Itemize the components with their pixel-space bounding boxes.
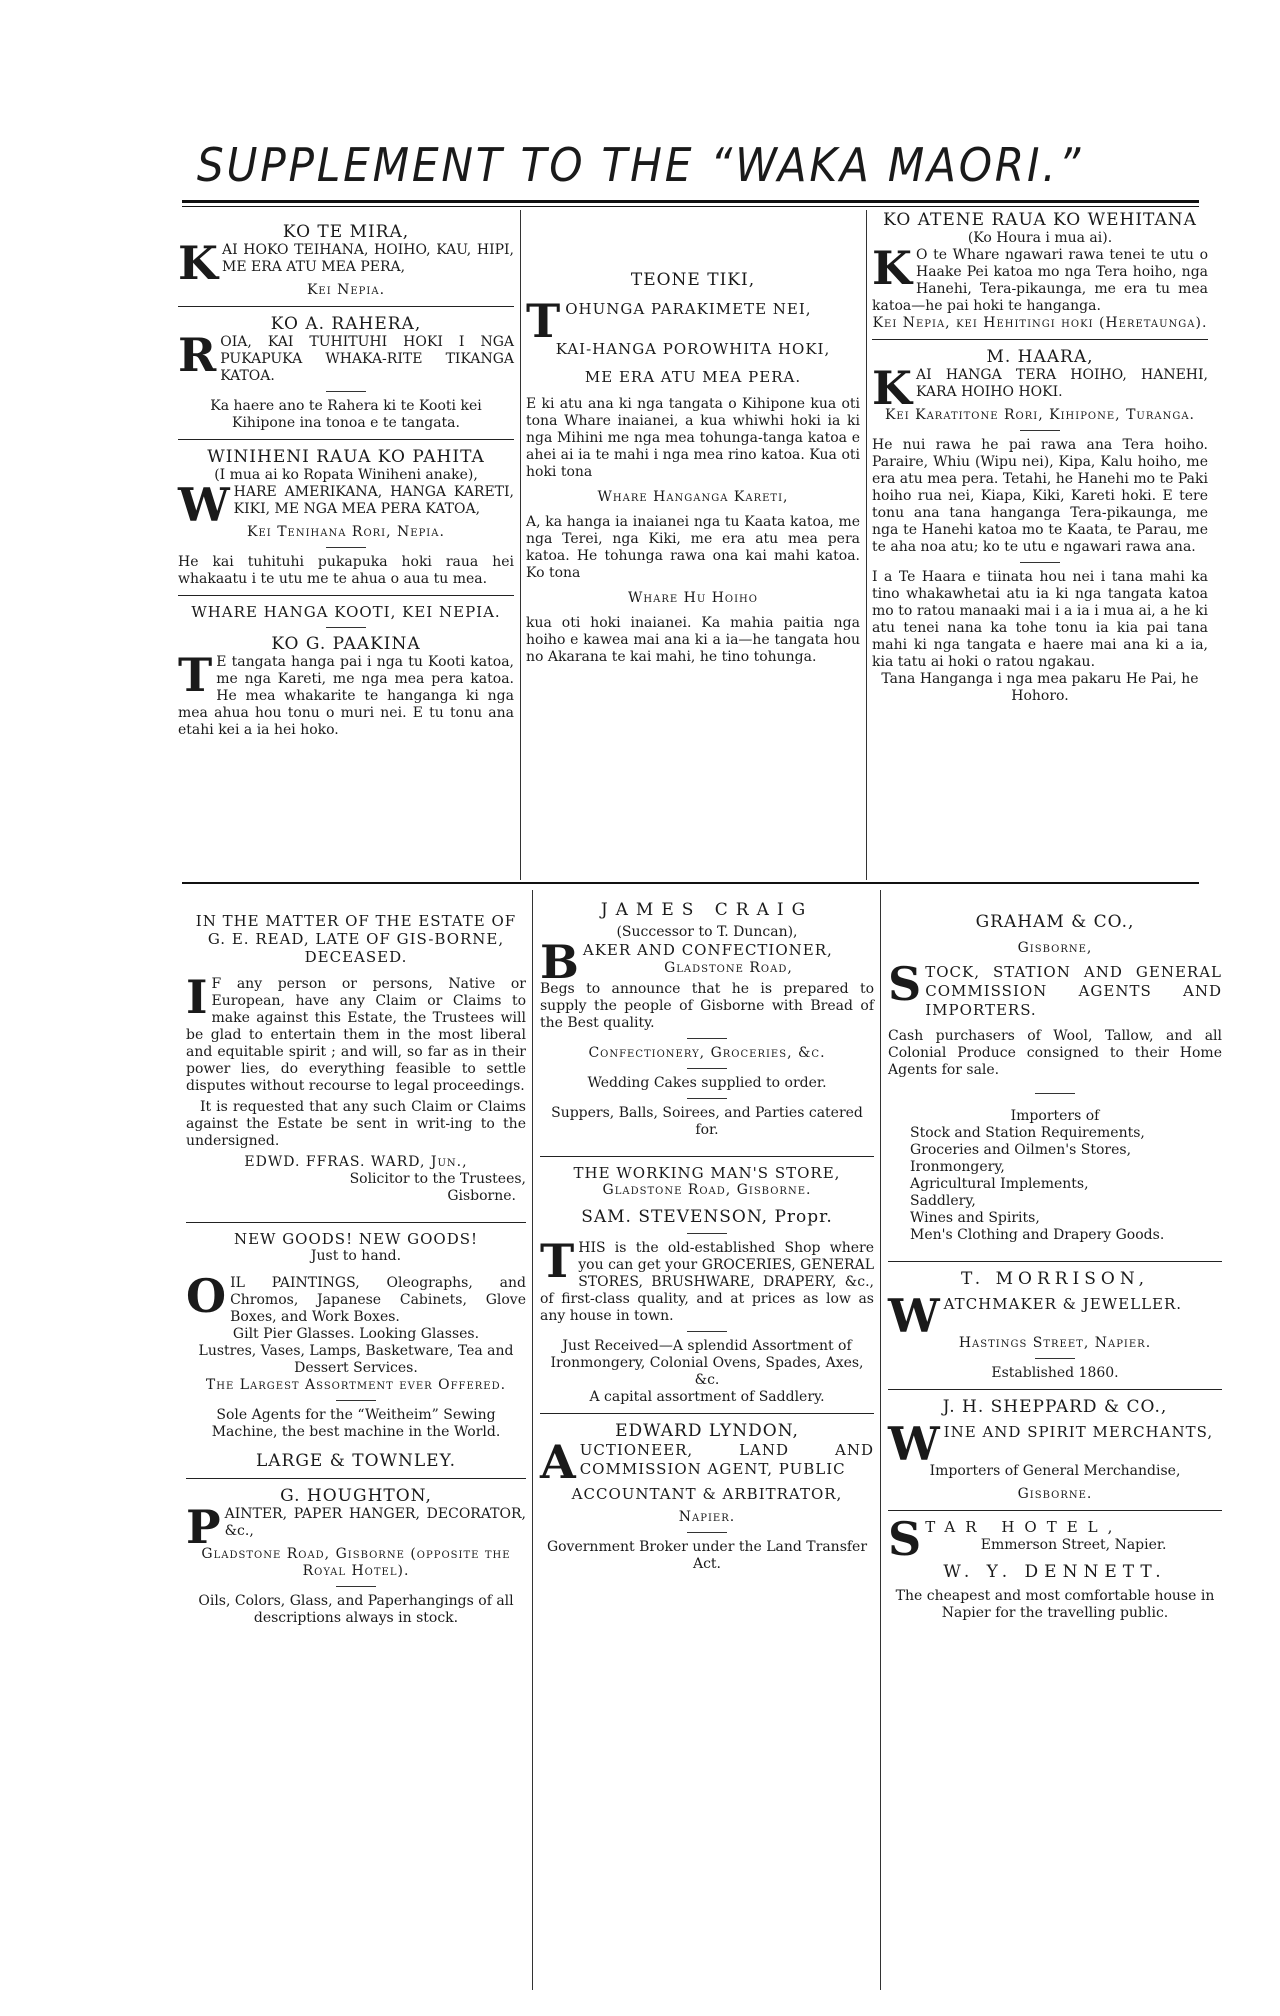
teone-line1: OHUNGA PARAKIMETE NEI, [565,300,812,318]
teone-para: E ki atu ana ki nga tangata o Kihipone kua oti tona Whare inaianei, a kua whiwhi hoki ia ki nga Mihini me nga mea tohunga-tanga katoa e ahei ai ia te mahi i nga mea rino katoa. Kua oti hoki tona [526,396,860,480]
sheppard-place: Gisborne. [1017,1486,1093,1502]
column-rule [532,890,533,1990]
store-addr: Gladstone Road, Gisborne. [602,1182,812,1198]
hu-heading: Whare Hu Hoiho [628,590,758,606]
star-title: TAR HOTEL, [925,1518,1123,1536]
mira-place: Kei Nepia. [306,282,386,298]
teone-heading: TEONE TIKI, [630,270,756,290]
teone-line3: ME ERA ATU MEA PERA. [584,368,802,386]
newgoods-line2: Lustres, Vases, Lamps, Basketware, Tea and Dessert Services. [198,1343,514,1376]
drop-cap: W [888,1417,940,1471]
column-3-bottom [888,912,1222,1622]
column-2-top [526,270,860,666]
winiheni-body: HARE AMERIKANA, HANGA KARETI, KIKI, ME NGA MEA PERA KATOA, [233,484,514,517]
houghton-title: AINTER, PAPER HANGER, DECORATOR, &c., [224,1506,526,1539]
craig-line1: Confectionery, Groceries, &c. [588,1045,826,1061]
graham-item: Ironmongery, [910,1159,1005,1175]
store-para2: Just Received—A splendid Assortment of Ironmongery, Colonial Ovens, Spades, Axes, &c. [550,1338,864,1388]
morrison-heading: T. MORRISON, [960,1269,1150,1289]
lyndon-para: Government Broker under the Land Transfer Act. [546,1539,868,1572]
drop-cap: I [186,970,208,1024]
column-rule [520,210,521,880]
drop-cap: A [540,1435,576,1489]
drop-cap: T [178,648,213,702]
graham-heading: GRAHAM & CO., [975,912,1135,932]
atene-sub: (Ko Houra i mua ai). [967,230,1113,246]
craig-road: Gladstone Road, [664,960,793,976]
store-prop: SAM. STEVENSON, Propr. [581,1207,833,1227]
newgoods-para: IL PAINTINGS, Oleographs, and Chromos, Japanese Cabinets, Glove Boxes, and Work Boxes. [230,1275,526,1325]
haara-place: Kei Karatitone Rori, Kihipone, Turanga. [884,407,1196,423]
graham-title: TOCK, STATION AND GENERAL COMMISSION AGENTS AND IMPORTERS. [925,963,1222,1019]
estate-signer: EDWD. FFRAS. WARD, Jun., [244,1154,468,1170]
mira-heading: KO TE MIRA, [282,222,410,242]
kareti-para: A, ka hanga ia inaianei nga tu Kaata katoa, me nga Terei, nga Kiki, me era atu mea pera katoa. He tohunga rawa ona kai mahi katoa. Ko tona [526,514,860,581]
column-rule [880,890,881,1990]
graham-item: Saddlery, [910,1193,976,1209]
paakina-heading: KO G. PAAKINA [271,634,421,654]
column-2-bottom [540,900,874,1573]
rahera-heading: KO A. RAHERA, [270,314,422,334]
graham-list [888,1125,1222,1244]
craig-sub: (Successor to T. Duncan), [616,924,798,940]
houghton-heading: G. HOUGHTON, [280,1486,432,1506]
graham-item: Wines and Spirits, [910,1210,1040,1226]
lyndon-place: Napier. [678,1509,736,1525]
star-para: The cheapest and most comfortable house in Napier for the travelling public. [895,1588,1215,1621]
mira-body: AI HOKO TEIHANA, HOIHO, KAU, HIPI, ME ERA ATU MEA PERA, [221,242,514,275]
drop-cap: P [186,1500,221,1554]
estate-para2: It is requested that any such Claim or Claims against the Estate be sent in writ-ing to the undersigned. [186,1099,526,1149]
masthead-rule [182,200,1199,203]
drop-cap: T [540,1234,575,1288]
lyndon-title: UCTIONEER, LAND AND COMMISSION AGENT, PUBLIC [579,1441,874,1478]
graham-importers: Importers of [1010,1108,1100,1124]
column-1-bottom [186,912,526,1627]
newgoods-firm: LARGE & TOWNLEY. [255,1451,457,1471]
rahera-body: OIA, KAI TUHITUHI HOKI I NGA PUKAPUKA WHAKA-RITE TIKANGA KATOA. [220,334,514,384]
graham-item: Agricultural Implements, [910,1176,1089,1192]
winiheni-sub: (I mua ai ko Ropata Winiheni anake), [214,467,478,483]
store-para: HIS is the old-established Shop where you can get your GROCERIES, GENERAL STORES, BRUSHWARE, DRAPERY, &c., of first-class quality, and at prices as low as any house in town. [540,1240,874,1324]
store-para3: A capital assortment of Saddlery. [589,1389,825,1405]
craig-line3: Suppers, Balls, Soirees, and Parties catered for. [551,1105,863,1138]
lyndon-title2: ACCOUNTANT & ARBITRATOR, [571,1485,843,1503]
sheppard-heading: J. H. SHEPPARD & CO., [942,1397,1168,1417]
craig-para: Begs to announce that he is prepared to supply the people of Gisborne with Bread of the Best quality. [540,981,874,1031]
newgoods-sub: Just to hand. [310,1248,402,1264]
newgoods-line4: Sole Agents for the “Weitheim” Sewing Machine, the best machine in the World. [211,1407,501,1440]
morrison-title: ATCHMAKER & JEWELLER. [943,1295,1183,1313]
lyndon-heading: EDWARD LYNDON, [615,1421,799,1441]
estate-para1: F any person or persons, Native or European, have any Claim or Claims to make against this Estate, the Trustees will be glad to entertain them in the most liberal and equitable spirit ; and will, so far as in their power lies, do everything feasible to settle disputes without recourse to legal proceedings. [186,976,526,1094]
sheppard-title: INE AND SPIRIT MERCHANTS, [943,1423,1214,1441]
houghton-addr: Gladstone Road, Gisborne (opposite the Royal Hotel). [201,1546,511,1579]
kooti-heading: WHARE HANGA KOOTI, KEI NEPIA. [191,603,501,621]
sheppard-sub: Importers of General Merchandise, [929,1463,1181,1479]
houghton-para: Oils, Colors, Glass, and Paperhangings of all descriptions always in stock. [198,1593,514,1626]
store-heading: THE WORKING MAN'S STORE, [573,1164,841,1182]
drop-cap: O [186,1269,227,1323]
morrison-addr: Hastings Street, Napier. [958,1335,1152,1351]
drop-cap: S [888,1512,922,1566]
haara-para1: He nui rawa he pai rawa ana Tera hoiho. Paraire, Whiu (Wipu nei), Kipa, Kalu hoiho, me era atu mea pera. Tetahi, he Hanehi mo te Paki hoiho rua nei, Kiapa, Kiki, Kareti hoki. E tere tonu ana tana hanganga Tera-pikaunga, me nga te Hanehi katoa mo te Kaata, te Parau, me te aha noa atu; ko te utu e ngawari rawa ana. [872,437,1208,555]
column-3-top [872,210,1208,705]
drop-cap: K [872,361,912,415]
drop-cap: B [540,935,579,989]
section-rule [182,882,1199,884]
column-1-top [178,222,514,739]
drop-cap: W [888,1289,940,1343]
atene-heading: KO ATENE RAUA KO WEHITANA [883,210,1197,230]
drop-cap: W [178,478,230,532]
newgoods-line1: Gilt Pier Glasses. Looking Glasses. [232,1326,480,1342]
craig-line2: Wedding Cakes supplied to order. [587,1075,827,1091]
drop-cap: K [178,236,218,290]
atene-body: O te Whare ngawari rawa tenei te utu o Haake Pei katoa mo nga Tera hoiho, nga Hanehi, Tera-pikaunga, me era tu mea katoa—he pai hoki te hanganga. [872,247,1208,314]
estate-heading: IN THE MATTER OF THE ESTATE OF G. E. READ, LATE OF GIS-BORNE, DECEASED. [195,912,517,966]
winiheni-note: He kai tuhituhi pukapuka hoki raua hei whakaatu i te utu me te ahua o aua tu mea. [178,554,514,587]
haara-heading: M. HAARA, [986,347,1094,367]
kareti-heading: Whare Hanganga Kareti, [597,489,789,505]
graham-place: Gisborne, [1017,940,1093,956]
drop-cap: T [526,294,562,348]
haara-para2: I a Te Haara e tiinata hou nei i tana mahi ka tino whakawhetai atu ia ki nga tangata katoa mo to ratou manaaki mai i a ia i mua ai, a he ki atu tenei nana ka tohe tonu ia kia pai tana mahi ki nga tangata e haere mai ana ki a ia, kia tatu ai hoki o ratou ngakau. [872,569,1208,670]
paakina-body: E tangata hanga pai i nga tu Kooti katoa, me nga Kareti, me nga mea pera katoa. He mea whakarite te hanganga ki nga mea ahua hou tonu o muri nei. E tu tonu ana etahi kei a ia hei hoko. [178,654,514,738]
graham-item: Men's Clothing and Drapery Goods. [910,1227,1165,1243]
masthead-title: SUPPLEMENT TO THE “WAKA MAORI.” [196,138,1084,192]
morrison-est: Established 1860. [991,1365,1119,1381]
masthead-rule-thin [182,206,1199,207]
column-rule [866,210,867,880]
drop-cap: R [178,328,217,382]
graham-item: Stock and Station Requirements, [910,1125,1145,1141]
estate-place: Gisborne. [447,1188,516,1204]
newgoods-line3: The Largest Assortment ever Offered. [205,1377,507,1393]
atene-place: Kei Nepia, kei Hehitingi hoki (Heretaunga). [872,315,1208,331]
haara-para3: Tana Hanganga i nga mea pakaru He Pai, he Hohoro. [881,671,1199,704]
graham-para: Cash purchasers of Wool, Tallow, and all Colonial Produce consigned to their Home Agents for sale. [888,1028,1222,1078]
graham-item: Groceries and Oilmen's Stores, [910,1142,1132,1158]
winiheni-place: Kei Tenihana Rori, Nepia. [247,524,445,540]
teone-line2: KAI-HANGA POROWHITA HOKI, [555,340,831,358]
rahera-note: Ka haere ano te Rahera ki te Kooti kei Kihipone ina tonoa e te tangata. [210,398,482,431]
craig-title: AKER AND CONFECTIONER, [582,941,833,959]
hu-para: kua oti hoki inaianei. Ka mahia paitia nga hoiho e kawea mai ana ki a ia—he tangata hou no Akarana te kai mahi, he tino tohunga. [526,615,860,665]
star-owner: W. Y. DENNETT. [943,1562,1167,1582]
haara-body: AI HANGA TERA HOIHO, HANEHI, KARA HOIHO HOKI. [915,367,1208,400]
estate-role: Solicitor to the Trustees, [349,1171,526,1187]
winiheni-heading: WINIHENI RAUA KO PAHITA [207,447,485,467]
drop-cap: K [872,241,912,295]
drop-cap: S [888,957,922,1011]
newgoods-heading: NEW GOODS! NEW GOODS! [233,1230,479,1248]
craig-heading: JAMES CRAIG [600,900,814,920]
star-addr: Emmerson Street, Napier. [980,1537,1167,1553]
